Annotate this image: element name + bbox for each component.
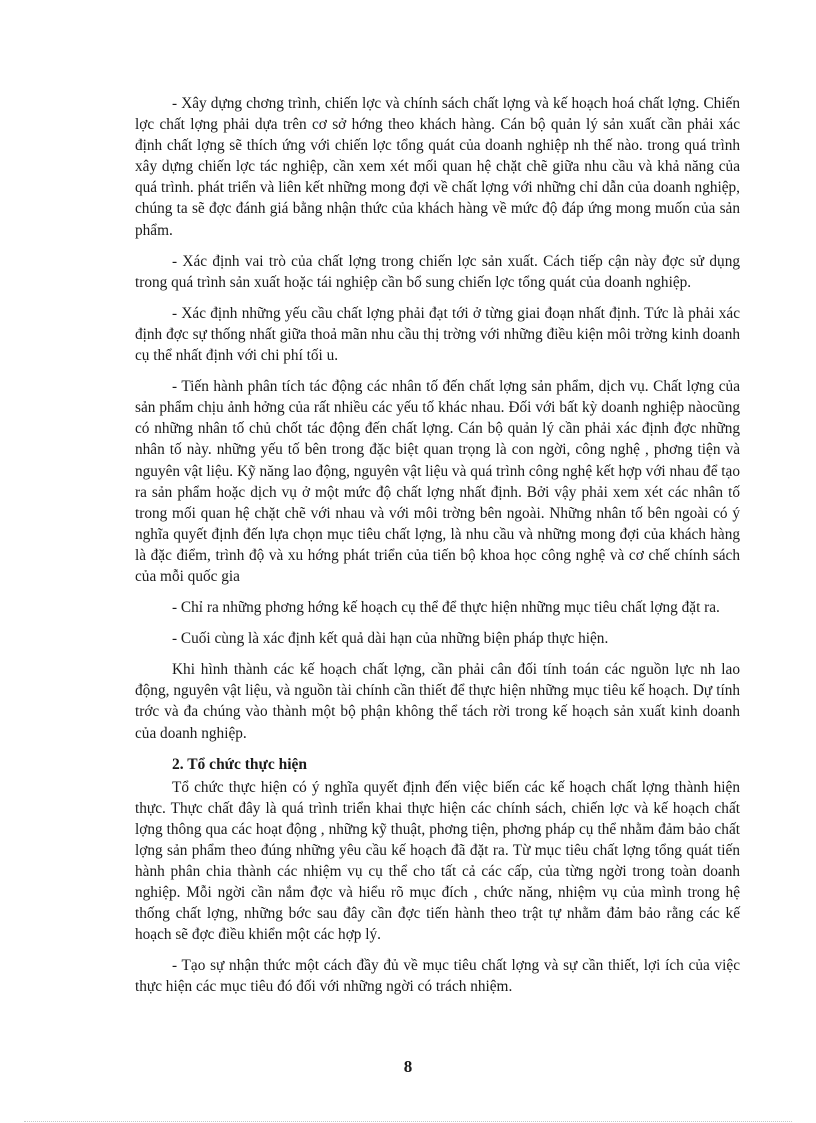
document-page — [135, 93, 740, 1008]
paragraph: Khi hình thành các kế hoạch chất lợng, cần phải cân đối tính toán các nguồn lực nh lao động, nguyên vật liệu, và nguồn tài chính cần thiết để thực hiện những mục tiêu kế hoạch. Dự tính trớc và đa chúng vào thành một bộ phận không thể tách rời trong kế hoạch sản xuất kinh doanh của doanh nghiệp. — [135, 661, 740, 742]
section-heading: 2. Tổ chức thực hiện — [172, 755, 308, 773]
page-bottom-divider — [24, 1121, 792, 1122]
paragraph: - Tiến hành phân tích tác động các nhân tố đến chất lợng sản phẩm, dịch vụ. Chất lợng của sản phẩm chịu ảnh hởng của rất nhiều các yếu tố khác nhau. Đối với bất kỳ doanh nghiệp nàocũng có những nhân tố chủ chốt tác động đến chất lợng. Cán bộ quản lý cần phải xác định đợc những nhân tố này. những yếu tố bên trong đặc biệt quan trọng là con ngời, công nghệ , phơng tiện và nguyên vật liệu. Kỹ năng lao động, nguyên vật liệu và quá trình công nghệ kết hợp với nhau để tạo ra sản phẩm hoặc dịch vụ ở một mức độ chất lợng nhất định. Bởi vậy phải xem xét các nhân tố trong mối quan hệ chặt chẽ với nhau và với môi trờng bên ngoài. Những nhân tố bên ngoài có ý nghĩa quyết định đến lựa chọn mục tiêu chất lợng, là nhu cầu và những mong đợi của khách hàng là đặc điểm, trình độ và xu hớng phát triển của tiến bộ khoa học công nghệ và cơ chế chính sách của mỗi quốc gia — [135, 378, 740, 585]
paragraph: - Xây dựng chơng trình, chiến lợc và chính sách chất lợng và kế hoạch hoá chất lợng. Chiến lợc chất lợng phải dựa trên cơ sở hớng theo khách hàng. Cán bộ quản lý sản xuất cần phải xác định chất lợng sẽ thích ứng với chiến lợc tổng quát của doanh nghiệp nh thế nào. trong quá trình xây dựng chiến lợc tác nghiệp, cần xem xét mối quan hệ chặt chẽ giữa nhu cầu và khả năng của quá trình. phát triển và liên kết những mong đợi về chất lợng với những chỉ dẫn của doanh nghiệp, chúng ta sẽ đợc đánh giá bằng nhận thức của khách hàng về mức độ đáp ứng mong muốn của sản phẩm. — [135, 95, 740, 239]
paragraph: - Cuối cùng là xác định kết quả dài hạn của những biện pháp thực hiện. — [172, 630, 609, 648]
paragraph: - Chỉ ra những phơng hớng kế hoạch cụ thể để thực hiện những mục tiêu chất lợng đặt ra. — [172, 599, 720, 617]
paragraph: - Tạo sự nhận thức một cách đầy đủ về mục tiêu chất lợng và sự cần thiết, lợi ích của việc thực hiện các mục tiêu đó đối với những ngời có trách nhiệm. — [135, 957, 740, 996]
paragraph: Tổ chức thực hiện có ý nghĩa quyết định đến việc biến các kế hoạch chất lợng thành hiện thực. Thực chất đây là quá trình triển khai thực hiện các chính sách, chiến lợc và kế hoạch chất lợng thông qua các hoạt động , những kỹ thuật, phơng tiện, phơng pháp cụ thể nhằm đảm bảo chất lợng sản phẩm theo đúng những yêu cầu kế hoạch đã đặt ra. Từ mục tiêu chất lợng tổng quát tiến hành phân chia thành các nhiệm vụ cụ thể cho tất cả các cấp, của từng ngời trong toàn doanh nghiệp. Mỗi ngời cần nắm đợc và hiểu rõ mục đích , chức năng, nhiệm vụ của mình trong hệ thống chất lợng, những bớc sau đây cần đợc tiến hành theo trật tự nhằm đảm bảo rằng các kế hoạch sẽ đợc điều khiển một các hợp lý. — [135, 778, 740, 944]
paragraph: - Xác định những yếu cầu chất lợng phải đạt tới ở từng giai đoạn nhất định. Tức là phải xác định đợc sự thống nhất giữa thoả mãn nhu cầu thị trờng với những điều kiện môi trờng kinh doanh cụ thể nhất định với chi phí tối u. — [135, 304, 740, 365]
paragraph: - Xác định vai trò của chất lợng trong chiến lợc sản xuất. Cách tiếp cận này đợc sử dụng trong quá trình sản xuất hoặc tái nghiệp cần bổ sung chiến lợc tổng quát của doanh nghiệp. — [135, 252, 740, 291]
page-number: 8 — [403, 1057, 413, 1076]
